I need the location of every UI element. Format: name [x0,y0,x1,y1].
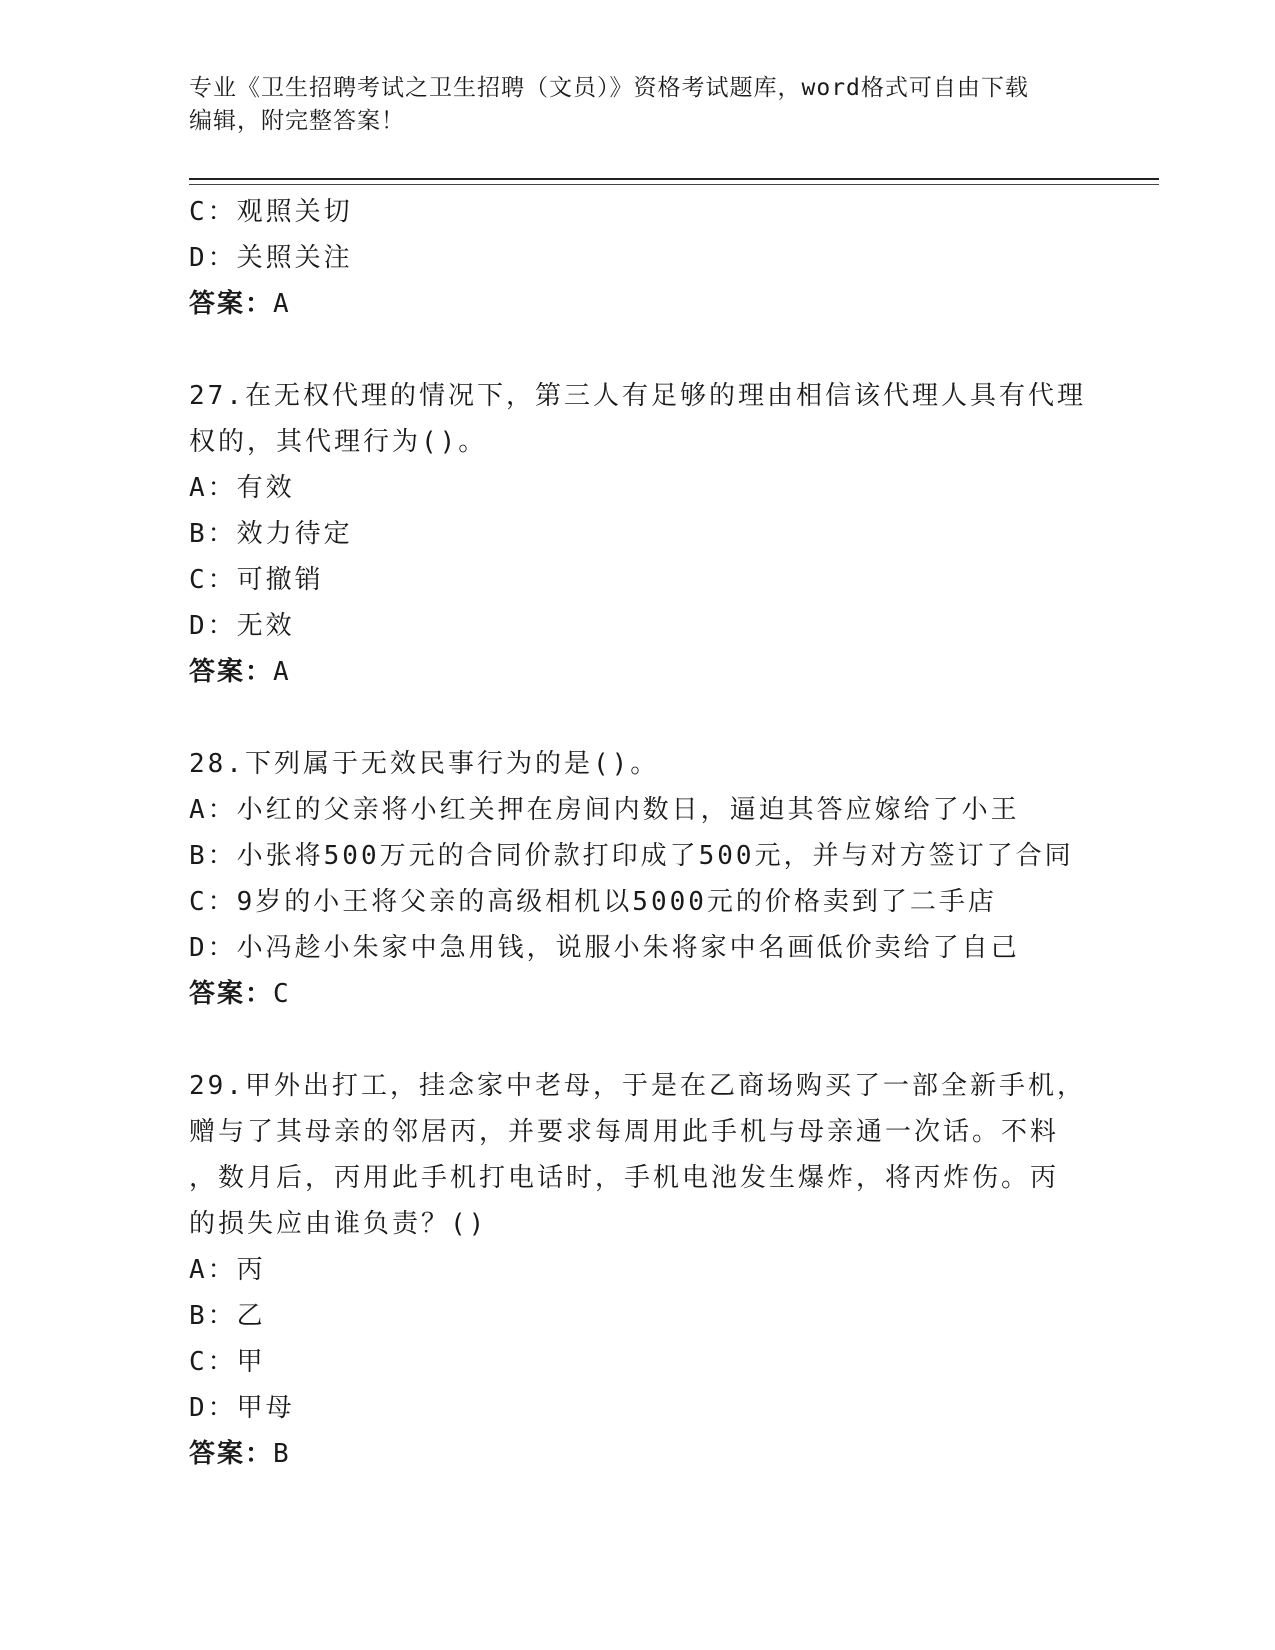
option-c: C：观照关切 [189,197,353,227]
option-a: A：小红的父亲将小红关押在房间内数日，逼迫其答应嫁给了小王 [189,795,1020,825]
question-stem-line: 29.甲外出打工，挂念家中老母，于是在乙商场购买了一部全新手机， [189,1071,1086,1101]
answer-value: A [273,289,291,319]
answer-label: 答案： [189,1439,274,1469]
question-27 [189,373,1139,695]
option-b: B：小张将500万元的合同价款打印成了500元，并与对方签订了合同 [189,841,1074,871]
option-d: D：关照关注 [189,243,353,273]
option-d: D：无效 [189,611,295,641]
answer-line [189,281,1139,327]
option-b: B：效力待定 [189,519,353,549]
answer-value: C [273,979,291,1009]
answer-line [189,649,1139,695]
answer-value: B [273,1439,291,1469]
option-c: C：9岁的小王将父亲的高级相机以5000元的价格卖到了二手店 [189,887,997,917]
answer-label: 答案： [189,289,274,319]
question-29 [189,1063,1139,1477]
option-a: A：有效 [189,473,295,503]
question-stem-line: 权的，其代理行为()。 [189,427,488,457]
header-line-1: 专业《卫生招聘考试之卫生招聘（文员）》资格考试题库，word格式可自由下载 [189,75,1029,101]
answer-line [189,1431,1139,1477]
question-list [189,189,1139,1477]
answer-label: 答案： [189,979,274,1009]
question-stem-line: 27.在无权代理的情况下，第三人有足够的理由相信该代理人具有代理 [189,381,1086,411]
question-26-tail [189,189,1139,327]
question-stem-line: 赠与了其母亲的邻居丙，并要求每周用此手机与母亲通一次话。不料 [189,1117,1060,1147]
option-b: B：乙 [189,1301,266,1331]
option-c: C：可撤销 [189,565,324,595]
option-c: C：甲 [189,1347,266,1377]
answer-value: A [273,657,291,687]
header-line-2: 编辑，附完整答案！ [189,108,405,134]
document-header [189,72,1089,138]
question-28 [189,741,1139,1017]
question-stem-line: ，数月后，丙用此手机打电话时，手机电池发生爆炸，将丙炸伤。丙 [189,1163,1060,1193]
question-stem-line: 28.下列属于无效民事行为的是()。 [189,749,660,779]
answer-line [189,971,1139,1017]
answer-label: 答案： [189,657,274,687]
header-divider [189,178,1159,180]
option-a: A：丙 [189,1255,266,1285]
question-stem-line: 的损失应由谁负责？() [189,1209,488,1239]
header-divider-thin [189,184,1159,185]
option-d: D：甲母 [189,1393,295,1423]
option-d: D：小冯趁小朱家中急用钱，说服小朱将家中名画低价卖给了自己 [189,933,1020,963]
